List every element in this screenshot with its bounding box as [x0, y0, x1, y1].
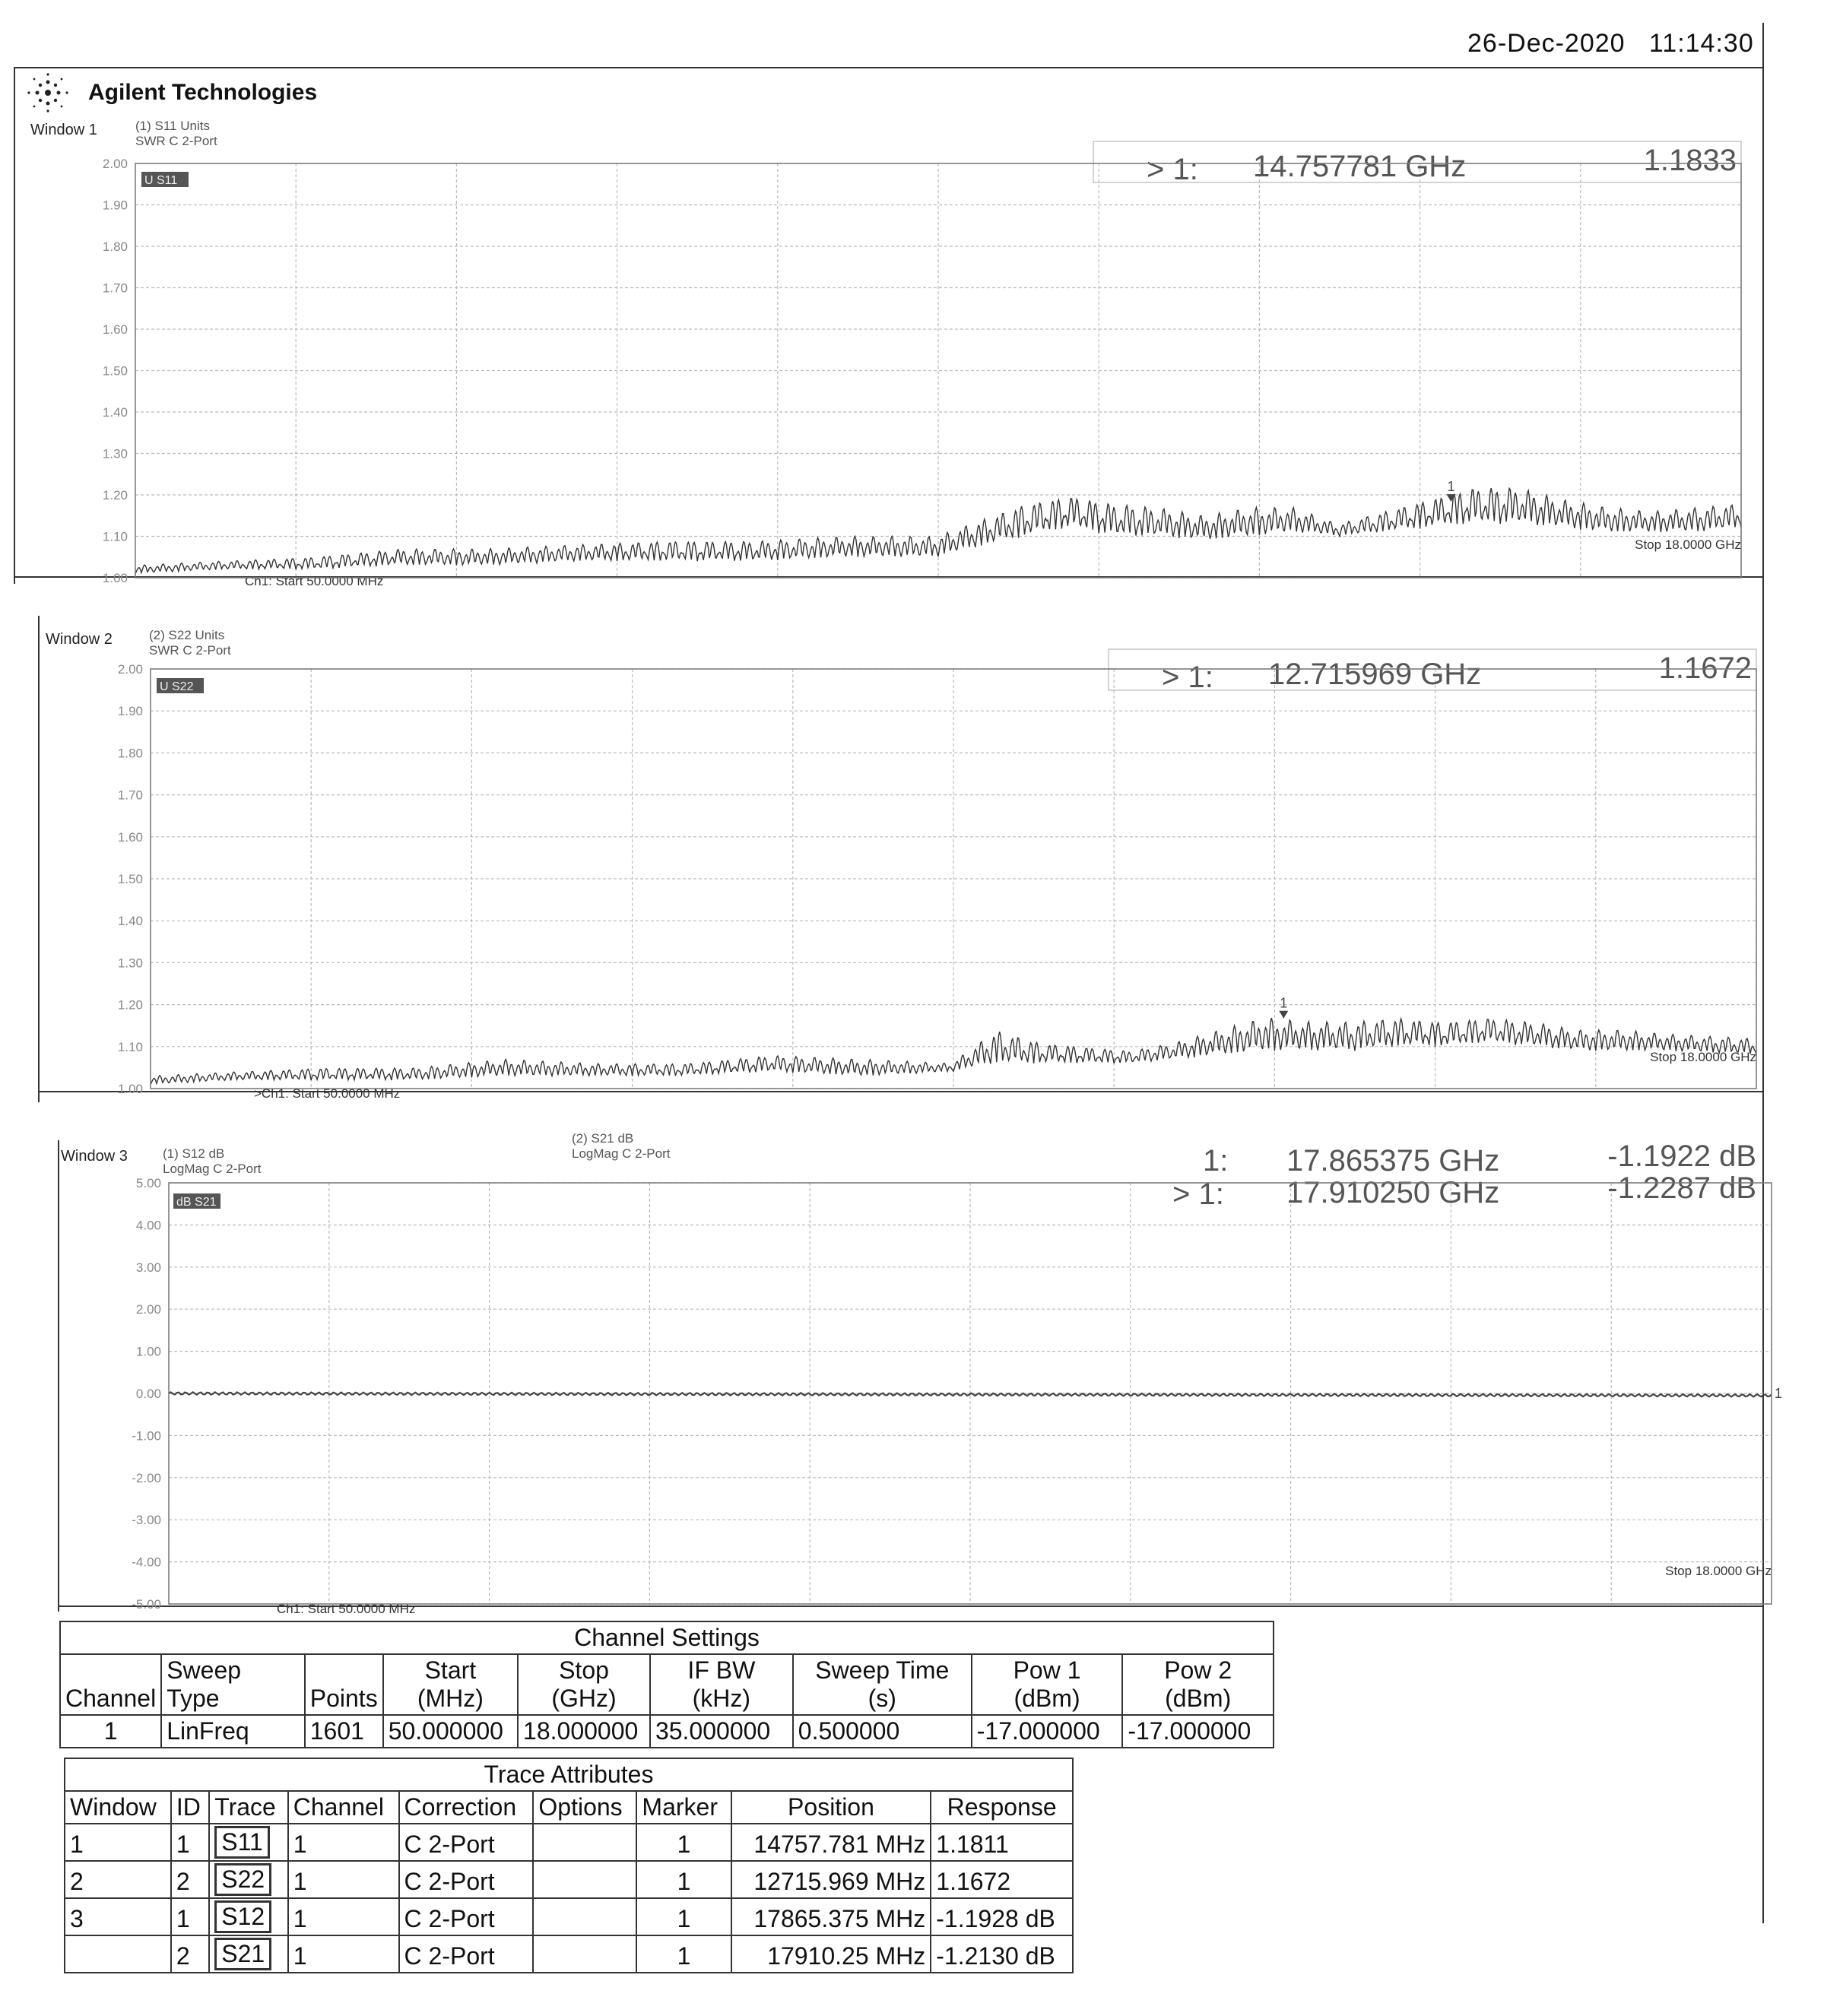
marker-readout-value: 1.1672	[1658, 651, 1752, 685]
ta-cell: 1	[288, 1935, 399, 1973]
ta-header-options: Options	[533, 1791, 636, 1824]
cs-header-channel: Channel	[60, 1654, 161, 1715]
y-tick-label: 2.00	[102, 157, 128, 171]
marker-readout-prefix: > 1:	[1147, 153, 1198, 186]
ta-cell	[209, 1861, 288, 1898]
y-tick-label: 1.50	[102, 363, 128, 379]
cs-cell: -17.000000	[972, 1715, 1123, 1748]
y-tick-label: 1.20	[117, 997, 143, 1013]
window-3-label: Window 3	[61, 1148, 128, 1165]
marker2-readout-value: -1.2287 dB	[1607, 1171, 1756, 1205]
y-tick-label: 1.40	[102, 405, 128, 420]
ta-cell	[209, 1935, 288, 1973]
ta-cell	[533, 1824, 636, 1861]
y-tick-label: 1.90	[117, 704, 143, 719]
ta-cell: C 2-Port	[399, 1824, 534, 1861]
table-row	[65, 1824, 1073, 1861]
table-row	[65, 1861, 1073, 1898]
ta-cell: 1	[636, 1898, 731, 1935]
ta-cell: -1.2130 dB	[931, 1935, 1073, 1973]
marker-1-label: 1	[1280, 995, 1288, 1011]
cs-header-sweep-type: Sweep Type	[161, 1654, 305, 1715]
window-1-label: Window 1	[30, 122, 97, 138]
marker-readout-prefix: > 1:	[1162, 661, 1213, 694]
channel-settings-header-row	[60, 1654, 1274, 1715]
ta-trace-box: S21	[214, 1938, 271, 1970]
cs-cell: 50.000000	[383, 1715, 518, 1748]
cs-cell: 18.000000	[518, 1715, 650, 1748]
window-2-trace-title	[149, 628, 231, 658]
y-tick-label: 0.00	[135, 1387, 161, 1401]
marker-readout-value: 1.1833	[1643, 144, 1737, 177]
ta-cell	[533, 1861, 636, 1898]
ta-cell: 1	[171, 1824, 209, 1861]
cs-header-pow2: Pow 2 (dBm)	[1122, 1654, 1274, 1715]
cs-cell: 1	[60, 1715, 161, 1748]
stop-frequency-label: Stop 18.0000 GHz	[1665, 1564, 1772, 1578]
y-tick-label: 1.00	[135, 1344, 161, 1359]
marker2-readout-frequency: 17.910250 GHz	[1286, 1176, 1500, 1209]
ta-cell: 1	[288, 1824, 399, 1861]
start-frequency-label: Ch1: Start 50.0000 MHz	[245, 574, 384, 588]
y-tick-label: 1.10	[117, 1039, 143, 1054]
start-frequency-label: >Ch1: Start 50.0000 MHz	[254, 1086, 401, 1101]
ta-header-response: Response	[931, 1791, 1073, 1824]
trace-attributes-table	[64, 1758, 1074, 1973]
ta-cell	[65, 1935, 171, 1973]
y-tick-label: 1.00	[102, 571, 128, 585]
channel-settings-caption: Channel Settings	[60, 1621, 1274, 1654]
ta-trace-box: S11	[214, 1826, 270, 1859]
ta-cell: C 2-Port	[399, 1935, 534, 1973]
y-tick-label: 1.80	[117, 746, 143, 761]
cs-header-start: Start (MHz)	[383, 1654, 518, 1715]
ta-header-channel: Channel	[288, 1791, 399, 1824]
table-row	[65, 1935, 1073, 1973]
trace-tag-label: U S22	[160, 680, 194, 693]
marker-1-triangle	[1447, 494, 1456, 502]
window-3-trace-title-line1: (1) S12 dB	[163, 1146, 225, 1161]
y-tick-label: 2.00	[135, 1302, 161, 1317]
ta-cell: C 2-Port	[399, 1898, 534, 1935]
y-tick-label: 1.90	[102, 198, 128, 213]
ta-cell: 1	[636, 1861, 731, 1898]
ta-header-marker: Marker	[636, 1791, 731, 1824]
window-3-trace-title-b	[572, 1131, 670, 1162]
cs-cell: 1601	[305, 1715, 383, 1748]
y-tick-label: 4.00	[135, 1218, 161, 1233]
stop-frequency-label: Stop 18.0000 GHz	[1635, 537, 1741, 552]
channel-settings-table	[59, 1621, 1274, 1748]
ta-header-position: Position	[731, 1791, 931, 1824]
cs-cell: 0.500000	[793, 1715, 972, 1748]
marker-1-label: 1	[1775, 1386, 1783, 1401]
y-tick-label: -5.00	[132, 1597, 161, 1612]
y-tick-label: 3.00	[135, 1260, 161, 1275]
ta-cell: 3	[65, 1898, 171, 1935]
ta-cell: 2	[171, 1861, 209, 1898]
window-1-trace-title-line2: SWR C 2-Port	[135, 134, 217, 148]
ta-cell: 1	[288, 1861, 399, 1898]
marker1-readout-value: -1.1922 dB	[1607, 1140, 1756, 1173]
y-tick-label: 1.40	[117, 914, 143, 929]
y-tick-label: 1.80	[102, 239, 128, 254]
cs-cell: 35.000000	[650, 1715, 793, 1748]
ta-cell	[533, 1898, 636, 1935]
marker-1-label: 1	[1447, 479, 1455, 495]
y-tick-label: -1.00	[132, 1428, 161, 1444]
ta-cell: 17865.375 MHz	[731, 1898, 931, 1935]
window-2-label: Window 2	[46, 631, 113, 648]
marker-readout-frequency: 12.715969 GHz	[1268, 658, 1482, 691]
window-3-trace-title-line3: (2) S21 dB	[572, 1131, 634, 1146]
ta-cell: -1.1928 dB	[931, 1898, 1073, 1935]
ta-trace-box: S22	[214, 1863, 271, 1896]
ta-header-trace: Trace	[209, 1791, 288, 1824]
ta-cell: 1	[636, 1935, 731, 1973]
ta-cell: 2	[171, 1935, 209, 1973]
ta-cell: 1.1811	[931, 1824, 1073, 1861]
trace-attributes-caption: Trace Attributes	[65, 1758, 1073, 1791]
marker1-readout-frequency: 17.865375 GHz	[1286, 1144, 1500, 1178]
ta-cell: 1	[65, 1824, 171, 1861]
ta-trace-box: S12	[214, 1900, 271, 1933]
y-tick-label: 1.60	[102, 322, 128, 337]
ta-header-window: Window	[65, 1791, 171, 1824]
y-tick-label: 1.50	[117, 872, 143, 886]
timestamp-date: 26-Dec-2020	[1467, 29, 1626, 58]
ta-cell: 12715.969 MHz	[731, 1861, 931, 1898]
y-tick-label: 1.30	[117, 956, 143, 971]
ta-cell	[209, 1898, 288, 1935]
window-3-trace-title-line4: LogMag C 2-Port	[572, 1146, 671, 1161]
cs-header-sweep-time: Sweep Time (s)	[793, 1654, 972, 1715]
ta-cell: C 2-Port	[399, 1861, 534, 1898]
y-tick-label: 1.00	[117, 1082, 143, 1096]
window-3-trace-title-a	[163, 1146, 261, 1177]
start-frequency-label: Ch1: Start 50.0000 MHz	[277, 1602, 416, 1616]
ta-header-correction: Correction	[399, 1791, 534, 1824]
ta-cell: 2	[65, 1861, 171, 1898]
marker-readout-frequency: 14.757781 GHz	[1253, 150, 1467, 183]
marker-1-triangle	[1279, 1011, 1288, 1019]
cs-header-pow1: Pow 1 (dBm)	[972, 1654, 1123, 1715]
ta-cell: 1.1672	[931, 1861, 1073, 1898]
marker2-readout-prefix: > 1:	[1172, 1178, 1224, 1211]
y-tick-label: 1.70	[102, 281, 128, 296]
cs-header-ifbw: IF BW (kHz)	[650, 1654, 793, 1715]
cs-header-stop: Stop (GHz)	[518, 1654, 650, 1715]
y-tick-label: -3.00	[132, 1513, 161, 1528]
cs-cell: -17.000000	[1122, 1715, 1274, 1748]
y-tick-label: 1.70	[117, 788, 143, 803]
table-row	[65, 1898, 1073, 1935]
y-tick-label: 1.10	[102, 529, 128, 544]
window-2-trace-title-line2: SWR C 2-Port	[149, 643, 231, 658]
y-tick-label: 1.30	[102, 446, 128, 461]
table-row	[60, 1715, 1274, 1748]
stop-frequency-label: Stop 18.0000 GHz	[1650, 1050, 1756, 1064]
ta-header-id: ID	[171, 1791, 209, 1824]
trace-tag-label: dB S21	[176, 1196, 217, 1209]
trace-attributes-header-row	[65, 1791, 1073, 1824]
y-tick-label: -2.00	[132, 1470, 161, 1485]
ta-cell: 1	[288, 1898, 399, 1935]
window-1-trace-title-line1: (1) S11 Units	[135, 119, 210, 133]
ta-cell: 1	[636, 1824, 731, 1861]
y-tick-label: -4.00	[132, 1555, 161, 1570]
ta-cell	[209, 1824, 288, 1861]
cs-header-points: Points	[305, 1654, 383, 1715]
y-tick-label: 1.20	[102, 488, 128, 502]
y-tick-label: 2.00	[117, 662, 143, 677]
cs-cell: LinFreq	[161, 1715, 305, 1748]
marker1-readout-prefix: 1:	[1203, 1144, 1229, 1178]
window-3-trace-title-line2: LogMag C 2-Port	[163, 1162, 262, 1176]
window-2-trace-title-line1: (2) S22 Units	[149, 628, 225, 642]
y-tick-label: 5.00	[135, 1176, 161, 1190]
ta-cell: 1	[171, 1898, 209, 1935]
y-tick-label: 1.60	[117, 829, 143, 845]
brand-name: Agilent Technologies	[88, 80, 318, 105]
trace-tag-label: U S11	[144, 174, 178, 187]
ta-cell	[533, 1935, 636, 1973]
ta-cell: 14757.781 MHz	[731, 1824, 931, 1861]
timestamp-time: 11:14:30	[1648, 29, 1754, 58]
ta-cell: 17910.25 MHz	[731, 1935, 931, 1973]
